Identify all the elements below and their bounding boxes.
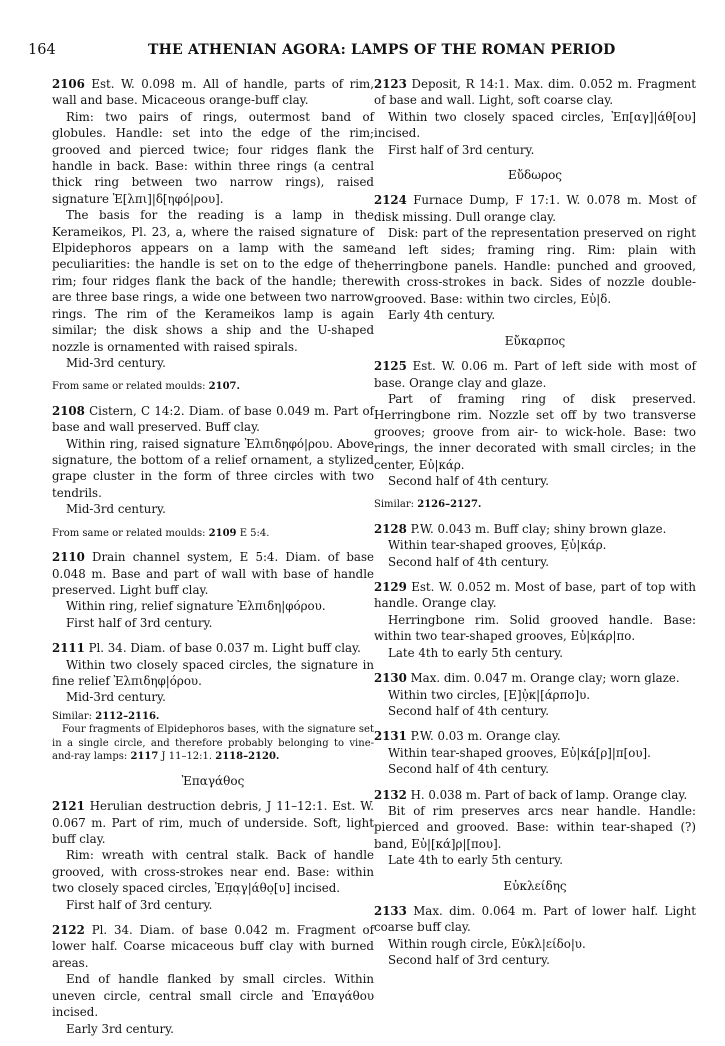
catalog-entry-2131 [374, 728, 696, 777]
entry-number: 2124 [374, 193, 407, 208]
catalog-entry-2110 [52, 549, 374, 631]
entry-detail: Within two closely spaced circles, Ἐπ[αγ]|άθ[ου] incised. [374, 109, 696, 141]
catalog-entry-2130 [374, 670, 696, 719]
entry-description: Drain channel system, E 5:4. Diam. of base 0.048 m. Base and part of wall with base of handle preserved. Light buff clay. [52, 550, 375, 597]
entry-detail: Herringbone rim. Solid grooved handle. Base: within two tear-shaped grooves, Εὐ|κάρ|πο. [374, 612, 696, 644]
right-column [374, 76, 696, 978]
entry-detail: Rim: wreath with central stalk. Back of handle grooved, with cross-strokes near end. Base: within two closely spaced circles, Ἐπ̣α̣γ|άθο̣[υ] incised. [52, 848, 374, 896]
catalog-entry-2125 [374, 358, 696, 489]
entry-date: Late 4th to early 5th century. [388, 853, 563, 868]
entry-description: Est. W. 0.098 m. All of handle, parts of rim, wall and base. Micaceous orange-buff clay. [52, 77, 374, 108]
entry-detail: Within two closely spaced circles, the signature in fine relief Ἐλπιδηφ|όρου. [52, 657, 374, 688]
entry-number: 2123 [374, 77, 407, 91]
entry-number: 2130 [374, 671, 407, 686]
page-number: 164 [28, 42, 56, 58]
entry-detail: Within rough circle, Εὐκλ|είδο|υ. [388, 936, 586, 951]
entry-number: 2106 [52, 77, 85, 91]
entry-date: Early 3rd century. [66, 1021, 174, 1036]
entry-number: 2133 [374, 903, 407, 918]
catalog-entry-2128 [374, 521, 696, 570]
entry-date: Second half of 4th century. [388, 473, 550, 488]
page-header [28, 42, 698, 62]
catalog-entry-2123 [374, 76, 696, 158]
entry-date: Second half of 4th century. [388, 554, 550, 569]
fragments-location: J 11–12:1. [161, 751, 213, 763]
entry-date: Early 4th century. [388, 308, 496, 323]
entry-date: Second half of 4th century. [388, 703, 550, 718]
section-heading-eukleides: Εὐκλείδης [503, 878, 567, 893]
entry-date: Second half of 4th century. [388, 762, 550, 777]
fragments-text: Four fragments of Elpidephoros bases, with the signature set in a single circle, and therefore probably belonging to vine-and-ray lamps: [52, 724, 374, 763]
entry-description: Deposit, R 14:1. Max. dim. 0.052 m. Fragment of base and wall. Light, soft coarse clay. [374, 77, 696, 108]
entry-detail: Part of framing ring of disk preserved. Herringbone rim. Nozzle set off by two transverse grooves; groove from air- to wick-hole. Base: two rings, the inner decorated with small circles; in the center, Εὐ|κάρ. [374, 391, 696, 472]
entry-number: 2122 [52, 923, 85, 938]
entry-description: H. 0.038 m. Part of back of lamp. Orange clay. [410, 787, 688, 802]
catalog-entry-2108 [52, 403, 374, 518]
entry-number: 2111 [52, 641, 85, 656]
entry-number: 2110 [52, 550, 85, 565]
entry-description: Est. W. 0.06 m. Part of left side with most of base. Orange clay and glaze. [374, 359, 696, 390]
moulds-label: From same or related moulds: [52, 381, 206, 393]
entry-detail: Within ring, relief signature Ἐλπιδη|φόρου. [66, 599, 326, 614]
entry-detail: Disk: part of the representation preserved on right and left sides; framing ring. Rim: plain with herringbone panels. Handle: punched and grooved, with cross-strokes in back. Sides of nozzle double-grooved. Base: within two circles, Εὐ|δ. [374, 226, 696, 306]
similar-ref: 2126–2127. [417, 499, 482, 511]
catalog-entry-2111 [52, 640, 374, 706]
entry-detail: Within tear-shaped grooves, Εὐ|κά[ρ]|π[ου]. [388, 745, 651, 760]
similar-ref: 2112–2116. [95, 710, 160, 722]
entry-description: Max. dim. 0.047 m. Orange clay; worn glaze. [410, 671, 680, 686]
entry-number: 2121 [52, 799, 85, 814]
moulds-location: E 5:4. [239, 527, 270, 539]
moulds-ref: 2109 [208, 527, 237, 539]
similar-label: Similar: [374, 499, 415, 511]
section-heading-eukarpos: Εὔκαρπος [504, 333, 566, 348]
entry-number: 2132 [374, 787, 407, 802]
catalog-entry-2122 [52, 922, 374, 1037]
fragments-ref: 2117 [130, 751, 159, 763]
moulds-note [52, 380, 374, 394]
entry-detail: End of handle flanked by small circles. Within uneven circle, central small circle and Ἐπαγάθου incised. [52, 972, 374, 1020]
section-heading-eudoros: Εὔδωρος [507, 168, 563, 183]
entry-description: P.W. 0.03 m. Orange clay. [410, 729, 561, 744]
entry-number: 2125 [374, 359, 407, 374]
entry-description: Pl. 34. Diam. of base 0.037 m. Light buff clay. [88, 641, 361, 656]
entry-number: 2131 [374, 729, 407, 744]
moulds-note [52, 527, 374, 541]
entry-description: Pl. 34. Diam. of base 0.042 m. Fragment of lower half. Coarse micaceous buff clay with burned areas. [52, 923, 374, 970]
entry-date: First half of 3rd century. [388, 142, 535, 157]
entry-detail: Within ring, raised signature Ἐλπιδηφό|ρου. Above signature, the bottom of a relief ornament, a stylized grape cluster in the form of three circles with two tendrils. [52, 436, 374, 500]
entry-description: Cistern, C 14:2. Diam. of base 0.049 m. Part of base and wall preserved. Buff clay. [52, 403, 374, 435]
moulds-label: From same or related moulds: [52, 527, 206, 539]
entry-number: 2128 [374, 521, 407, 536]
catalog-entry-2124 [374, 192, 696, 323]
entry-date: First half of 3rd century. [66, 897, 213, 912]
fragments-ref-range: 2118–2120. [215, 751, 280, 763]
running-title: THE ATHENIAN AGORA: LAMPS OF THE ROMAN PERIOD [148, 42, 616, 58]
entry-number: 2129 [374, 580, 407, 595]
entry-detail: Rim: two pairs of rings, outermost band of globules. Handle: set into the edge of the rim; grooved and pierced twice; four ridges flank the handle in back. Base: within three rings (a central thick ring between two narrow rings), raised signature Ἐ[λπι]|δ[ηφό|ρου]. [52, 109, 374, 206]
fragments-note [52, 723, 374, 764]
entry-date: Late 4th to early 5th century. [388, 645, 563, 660]
left-column [52, 76, 374, 1046]
catalog-entry-2121 [52, 798, 374, 913]
entry-date: Mid-3rd century. [66, 502, 166, 517]
entry-number: 2108 [52, 403, 85, 418]
section-heading-epagathos: Ἐπαγάθος [181, 773, 245, 788]
entry-detail: Within tear-shaped grooves, Ε̣ὐ|κάρ. [388, 538, 607, 553]
catalog-entry-2106 [52, 76, 374, 371]
similar-note [374, 498, 696, 512]
similar-label: Similar: [52, 710, 93, 722]
catalog-entry-2133 [374, 903, 696, 969]
entry-date: First half of 3rd century. [66, 615, 213, 630]
entry-description: Furnace Dump, F 17:1. W. 0.078 m. Most of disk missing. Dull orange clay. [374, 193, 697, 224]
entry-description: Est. W. 0.052 m. Most of base, part of top with handle. Orange clay. [374, 580, 696, 611]
entry-detail: Bit of rim preserves arcs near handle. Handle: pierced and grooved. Base: within tear-shaped (?) band, Εὐ|[κά]ρ|[που]. [374, 803, 696, 851]
entry-description: Max. dim. 0.064 m. Part of lower half. Light coarse buff clay. [374, 903, 696, 935]
catalog-entry-2129 [374, 579, 696, 661]
entry-detail: Within two circles, [Ε]ὐ̣κ|[άρπο]υ. [388, 687, 590, 702]
moulds-ref: 2107. [208, 381, 240, 393]
entry-description: P.W. 0.043 m. Buff clay; shiny brown glaze. [410, 521, 667, 536]
entry-date: Second half of 3rd century. [388, 953, 550, 968]
similar-note [52, 710, 374, 724]
entry-date: Mid-3rd century. [66, 690, 166, 705]
catalog-entry-2132 [374, 787, 696, 869]
entry-date: Mid-3rd century. [66, 355, 166, 370]
entry-description: Herulian destruction debris, J 11–12:1. Est. W. 0.067 m. Part of rim, much of underside. Soft, light buff clay. [52, 799, 375, 847]
entry-discussion: The basis for the reading is a lamp in the Kerameikos, Pl. 23, a, where the raised signature of Elpidephoros appears on a lamp with the same peculiarities: the handle is set on to the edge of the rim; four ridges flank the back of the handle; there are three base rings, a wide one between two narrow rings. The rim of the Kerameikos lamp is again similar; the disk shows a ship and the U-shaped nozzle is ornamented with raised spirals. [52, 208, 374, 354]
